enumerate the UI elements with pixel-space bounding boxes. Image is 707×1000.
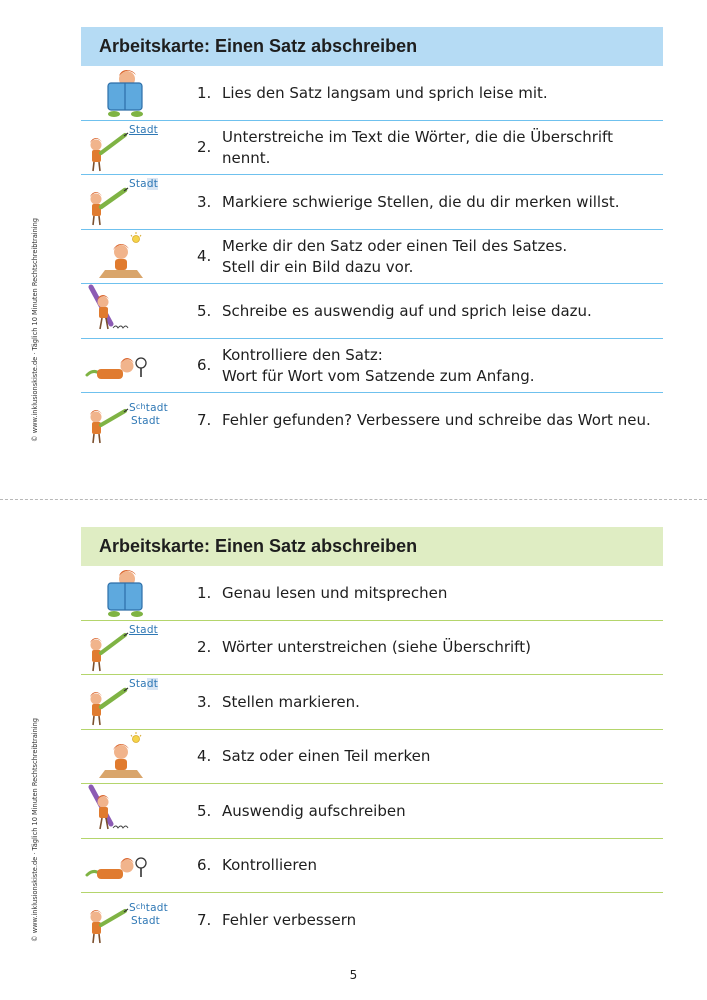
- step-text: Kontrolliere den Satz: Wort für Wort vom Satzende zum Anfang.: [222, 345, 535, 385]
- writing-child-icon: [81, 784, 181, 838]
- step-number: 5.: [197, 801, 212, 820]
- step-row: [81, 839, 663, 894]
- misspelled-word: Schtadt: [129, 902, 168, 914]
- copyright-note: © www.inklusionskiste.de · Täglich 10 Minuten Rechtschreibtraining: [31, 218, 39, 442]
- step-row: [81, 730, 663, 785]
- step-number: 2.: [197, 638, 212, 656]
- step-row: [81, 121, 663, 176]
- step-row: [81, 566, 663, 621]
- step-text: Kontrollieren: [222, 856, 317, 874]
- step-row: [81, 230, 663, 285]
- misspelled-word: Schtadt: [129, 402, 168, 414]
- cut-line: [0, 499, 707, 500]
- worksheet-card-short: [81, 527, 663, 948]
- example-word-stadt: Stadt: [129, 623, 158, 636]
- step-text: Fehler verbessern: [222, 910, 357, 929]
- step-text: Genau lesen und mitsprechen: [222, 583, 448, 602]
- step-row: [81, 675, 663, 730]
- writing-child-icon: [81, 284, 181, 338]
- step-row: [81, 175, 663, 230]
- step-number: 4.: [197, 747, 212, 765]
- highlighting-child-icon: [81, 675, 181, 729]
- step-row: [81, 393, 663, 448]
- step-text: Stellen markieren.: [222, 692, 360, 711]
- correcting-child-icon: [81, 393, 181, 447]
- step-number: 7.: [197, 410, 212, 429]
- step-number: 7.: [197, 910, 212, 929]
- reading-child-icon: [81, 66, 181, 120]
- copyright-note: © www.inklusionskiste.de · Täglich 10 Minuten Rechtschreibtraining: [31, 718, 39, 942]
- step-text: Unterstreiche im Text die Wörter, die die Überschrift nennt.: [222, 127, 613, 167]
- checking-child-icon: [81, 339, 181, 393]
- step-row: [81, 893, 663, 948]
- step-number: 3.: [197, 192, 212, 211]
- thinking-child-icon: [81, 730, 181, 784]
- step-number: 3.: [197, 692, 212, 711]
- thinking-child-icon: [81, 230, 181, 284]
- example-word-stadt: Stadt: [129, 178, 159, 190]
- step-row: [81, 284, 663, 339]
- step-number: 6.: [197, 856, 212, 874]
- corrected-word: Stadt: [131, 415, 160, 427]
- corrected-word: Stadt: [131, 915, 160, 927]
- step-number: 1.: [197, 583, 212, 602]
- step-text: Lies den Satz langsam und sprich leise mit.: [222, 83, 548, 102]
- example-word-stadt: Stadt: [129, 678, 159, 690]
- highlighting-child-icon: [81, 175, 181, 229]
- step-row: [81, 621, 663, 676]
- example-word-stadt: Stadt: [129, 123, 158, 136]
- step-text: Merke dir den Satz oder einen Teil des Satzes. Stell dir ein Bild dazu vor.: [222, 236, 568, 276]
- step-text: Auswendig aufschreiben: [222, 801, 406, 820]
- step-row: [81, 339, 663, 394]
- checking-child-icon: [81, 839, 181, 893]
- step-row: [81, 66, 663, 121]
- card-title: Arbeitskarte: Einen Satz abschreiben: [81, 527, 663, 566]
- step-text: Satz oder einen Teil merken: [222, 747, 431, 765]
- correcting-child-icon: [81, 893, 181, 947]
- step-text: Markiere schwierige Stellen, die du dir merken willst.: [222, 192, 620, 211]
- step-number: 5.: [197, 301, 212, 320]
- reading-child-icon: [81, 566, 181, 620]
- step-number: 6.: [197, 356, 212, 374]
- step-text: Fehler gefunden? Verbessere und schreibe das Wort neu.: [222, 410, 651, 429]
- step-number: 4.: [197, 247, 212, 265]
- step-number: 1.: [197, 83, 212, 102]
- step-row: [81, 784, 663, 839]
- step-number: 2.: [197, 138, 212, 156]
- card-title: Arbeitskarte: Einen Satz abschreiben: [81, 27, 663, 66]
- worksheet-card-detailed: [81, 27, 663, 448]
- step-text: Schreibe es auswendig auf und sprich leise dazu.: [222, 301, 592, 320]
- step-text: Wörter unterstreichen (siehe Überschrift): [222, 638, 531, 656]
- underlining-child-icon: [81, 121, 181, 175]
- page-number: 5: [349, 968, 358, 982]
- underlining-child-icon: [81, 621, 181, 675]
